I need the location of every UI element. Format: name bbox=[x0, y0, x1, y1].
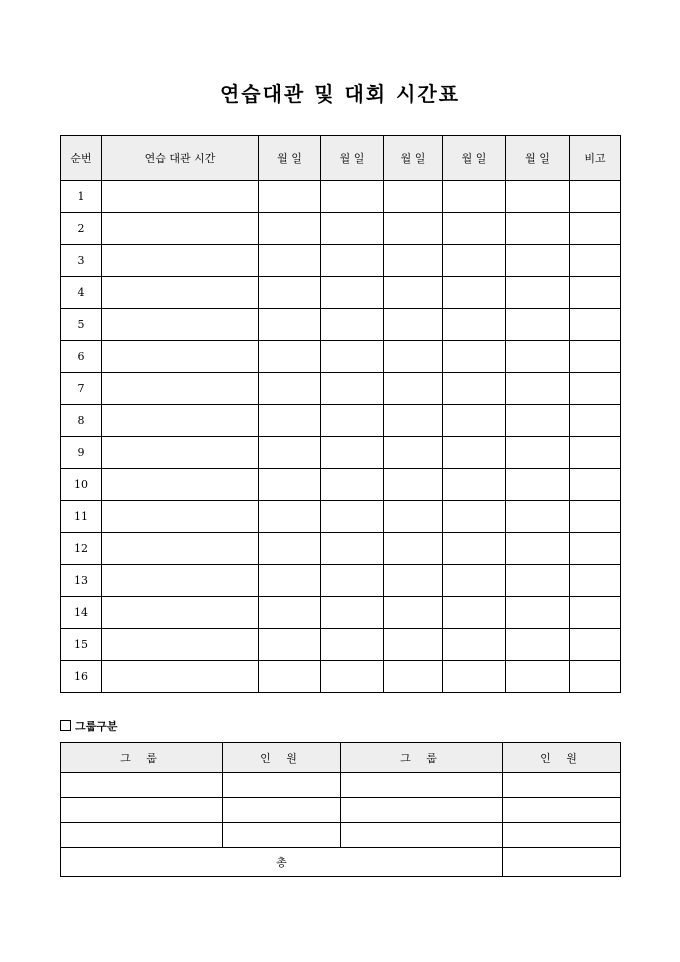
row-number: 16 bbox=[61, 661, 102, 693]
header-date-3: 월 일 bbox=[384, 136, 443, 181]
date-cell[interactable] bbox=[384, 437, 443, 469]
count-cell[interactable] bbox=[503, 798, 621, 823]
remarks-cell[interactable] bbox=[570, 373, 621, 405]
date-cell[interactable] bbox=[506, 661, 570, 693]
remarks-cell[interactable] bbox=[570, 437, 621, 469]
remarks-cell[interactable] bbox=[570, 213, 621, 245]
date-cell[interactable] bbox=[506, 277, 570, 309]
date-cell[interactable] bbox=[259, 373, 321, 405]
date-cell[interactable] bbox=[384, 629, 443, 661]
date-cell[interactable] bbox=[321, 661, 384, 693]
remarks-cell[interactable] bbox=[570, 565, 621, 597]
date-cell[interactable] bbox=[259, 469, 321, 501]
remarks-cell[interactable] bbox=[570, 277, 621, 309]
remarks-cell[interactable] bbox=[570, 309, 621, 341]
date-cell[interactable] bbox=[321, 245, 384, 277]
date-cell[interactable] bbox=[321, 213, 384, 245]
header-practice-time: 연습 대관 시간 bbox=[102, 136, 259, 181]
row-number: 11 bbox=[61, 501, 102, 533]
date-cell[interactable] bbox=[384, 405, 443, 437]
date-cell[interactable] bbox=[321, 629, 384, 661]
remarks-cell[interactable] bbox=[570, 501, 621, 533]
header-count-2: 인 원 bbox=[503, 743, 621, 773]
group-cell[interactable] bbox=[61, 823, 223, 848]
date-cell[interactable] bbox=[443, 501, 506, 533]
date-cell[interactable] bbox=[321, 501, 384, 533]
table-row bbox=[61, 341, 621, 373]
square-bullet-icon bbox=[60, 720, 71, 731]
row-number: 7 bbox=[61, 373, 102, 405]
row-number: 6 bbox=[61, 341, 102, 373]
group-cell[interactable] bbox=[61, 798, 223, 823]
row-number: 3 bbox=[61, 245, 102, 277]
date-cell[interactable] bbox=[443, 277, 506, 309]
group-row bbox=[61, 823, 621, 848]
practice-time-cell[interactable] bbox=[102, 565, 259, 597]
practice-time-cell[interactable] bbox=[102, 405, 259, 437]
page-title: 연습대관 및 대회 시간표 bbox=[219, 82, 461, 106]
header-group-2: 그 룹 bbox=[341, 743, 503, 773]
count-cell[interactable] bbox=[503, 823, 621, 848]
row-number: 13 bbox=[61, 565, 102, 597]
remarks-cell[interactable] bbox=[570, 405, 621, 437]
table-row bbox=[61, 661, 621, 693]
date-cell[interactable] bbox=[384, 565, 443, 597]
table-row bbox=[61, 437, 621, 469]
table-row bbox=[61, 501, 621, 533]
date-cell[interactable] bbox=[506, 437, 570, 469]
row-number: 9 bbox=[61, 437, 102, 469]
header-date-1: 월 일 bbox=[259, 136, 321, 181]
date-cell[interactable] bbox=[443, 181, 506, 213]
date-cell[interactable] bbox=[443, 597, 506, 629]
date-cell[interactable] bbox=[506, 405, 570, 437]
practice-time-cell[interactable] bbox=[102, 181, 259, 213]
date-cell[interactable] bbox=[259, 629, 321, 661]
date-cell[interactable] bbox=[506, 373, 570, 405]
table-row bbox=[61, 373, 621, 405]
table-row bbox=[61, 245, 621, 277]
remarks-cell[interactable] bbox=[570, 629, 621, 661]
row-number: 14 bbox=[61, 597, 102, 629]
date-cell[interactable] bbox=[443, 213, 506, 245]
group-row bbox=[61, 773, 621, 798]
count-cell[interactable] bbox=[223, 773, 341, 798]
date-cell[interactable] bbox=[259, 277, 321, 309]
count-cell[interactable] bbox=[223, 798, 341, 823]
total-row bbox=[61, 848, 621, 877]
date-cell[interactable] bbox=[384, 469, 443, 501]
group-section-title bbox=[60, 718, 118, 734]
date-cell[interactable] bbox=[259, 245, 321, 277]
date-cell[interactable] bbox=[506, 565, 570, 597]
date-cell[interactable] bbox=[384, 277, 443, 309]
table-row bbox=[61, 309, 621, 341]
date-cell[interactable] bbox=[443, 405, 506, 437]
date-cell[interactable] bbox=[384, 533, 443, 565]
date-cell[interactable] bbox=[259, 533, 321, 565]
remarks-cell[interactable] bbox=[570, 181, 621, 213]
date-cell[interactable] bbox=[443, 309, 506, 341]
group-table bbox=[60, 742, 621, 877]
table-row bbox=[61, 277, 621, 309]
date-cell[interactable] bbox=[443, 661, 506, 693]
group-cell[interactable] bbox=[341, 823, 503, 848]
date-cell[interactable] bbox=[506, 501, 570, 533]
remarks-cell[interactable] bbox=[570, 661, 621, 693]
date-cell[interactable] bbox=[321, 437, 384, 469]
table-row bbox=[61, 629, 621, 661]
date-cell[interactable] bbox=[259, 341, 321, 373]
date-cell[interactable] bbox=[259, 213, 321, 245]
remarks-cell[interactable] bbox=[570, 533, 621, 565]
date-cell[interactable] bbox=[259, 661, 321, 693]
total-label: 총 bbox=[61, 848, 503, 877]
date-cell[interactable] bbox=[259, 181, 321, 213]
remarks-cell[interactable] bbox=[570, 597, 621, 629]
header-date-5: 월 일 bbox=[506, 136, 570, 181]
table-row bbox=[61, 565, 621, 597]
date-cell[interactable] bbox=[384, 309, 443, 341]
group-cell[interactable] bbox=[61, 773, 223, 798]
date-cell[interactable] bbox=[506, 469, 570, 501]
practice-time-cell[interactable] bbox=[102, 501, 259, 533]
date-cell[interactable] bbox=[443, 245, 506, 277]
group-cell[interactable] bbox=[341, 773, 503, 798]
date-cell[interactable] bbox=[321, 373, 384, 405]
date-cell[interactable] bbox=[321, 405, 384, 437]
group-row bbox=[61, 798, 621, 823]
practice-time-cell[interactable] bbox=[102, 661, 259, 693]
practice-time-cell[interactable] bbox=[102, 629, 259, 661]
row-number: 8 bbox=[61, 405, 102, 437]
schedule-table bbox=[60, 135, 621, 693]
practice-time-cell[interactable] bbox=[102, 533, 259, 565]
date-cell[interactable] bbox=[506, 597, 570, 629]
date-cell[interactable] bbox=[506, 341, 570, 373]
date-cell[interactable] bbox=[321, 469, 384, 501]
practice-time-cell[interactable] bbox=[102, 437, 259, 469]
count-cell[interactable] bbox=[223, 823, 341, 848]
date-cell[interactable] bbox=[506, 245, 570, 277]
header-date-2: 월 일 bbox=[321, 136, 384, 181]
date-cell[interactable] bbox=[384, 501, 443, 533]
date-cell[interactable] bbox=[506, 309, 570, 341]
header-count-1: 인 원 bbox=[223, 743, 341, 773]
date-cell[interactable] bbox=[321, 181, 384, 213]
remarks-cell[interactable] bbox=[570, 341, 621, 373]
practice-time-cell[interactable] bbox=[102, 277, 259, 309]
header-seq: 순번 bbox=[61, 136, 102, 181]
date-cell[interactable] bbox=[443, 469, 506, 501]
practice-time-cell[interactable] bbox=[102, 245, 259, 277]
date-cell[interactable] bbox=[259, 437, 321, 469]
table-row bbox=[61, 533, 621, 565]
remarks-cell[interactable] bbox=[570, 245, 621, 277]
date-cell[interactable] bbox=[506, 213, 570, 245]
date-cell[interactable] bbox=[384, 181, 443, 213]
date-cell[interactable] bbox=[321, 597, 384, 629]
date-cell[interactable] bbox=[506, 533, 570, 565]
practice-time-cell[interactable] bbox=[102, 373, 259, 405]
date-cell[interactable] bbox=[443, 437, 506, 469]
date-cell[interactable] bbox=[259, 405, 321, 437]
header-group-1: 그 룹 bbox=[61, 743, 223, 773]
date-cell[interactable] bbox=[443, 565, 506, 597]
date-cell[interactable] bbox=[506, 629, 570, 661]
date-cell[interactable] bbox=[321, 341, 384, 373]
group-cell[interactable] bbox=[341, 798, 503, 823]
row-number: 2 bbox=[61, 213, 102, 245]
table-row bbox=[61, 469, 621, 501]
practice-time-cell[interactable] bbox=[102, 213, 259, 245]
date-cell[interactable] bbox=[384, 245, 443, 277]
date-cell[interactable] bbox=[259, 309, 321, 341]
date-cell[interactable] bbox=[321, 277, 384, 309]
row-number: 5 bbox=[61, 309, 102, 341]
date-cell[interactable] bbox=[384, 597, 443, 629]
total-count-cell[interactable] bbox=[503, 848, 621, 877]
row-number: 15 bbox=[61, 629, 102, 661]
date-cell[interactable] bbox=[384, 661, 443, 693]
row-number: 12 bbox=[61, 533, 102, 565]
practice-time-cell[interactable] bbox=[102, 469, 259, 501]
practice-time-cell[interactable] bbox=[102, 341, 259, 373]
row-number: 4 bbox=[61, 277, 102, 309]
date-cell[interactable] bbox=[259, 565, 321, 597]
date-cell[interactable] bbox=[443, 629, 506, 661]
date-cell[interactable] bbox=[384, 341, 443, 373]
table-row bbox=[61, 213, 621, 245]
group-section-label: 그룹구분 bbox=[75, 720, 118, 733]
header-date-4: 월 일 bbox=[443, 136, 506, 181]
count-cell[interactable] bbox=[503, 773, 621, 798]
remarks-cell[interactable] bbox=[570, 469, 621, 501]
date-cell[interactable] bbox=[321, 309, 384, 341]
row-number: 1 bbox=[61, 181, 102, 213]
practice-time-cell[interactable] bbox=[102, 309, 259, 341]
date-cell[interactable] bbox=[443, 373, 506, 405]
date-cell[interactable] bbox=[506, 181, 570, 213]
date-cell[interactable] bbox=[384, 213, 443, 245]
date-cell[interactable] bbox=[443, 533, 506, 565]
date-cell[interactable] bbox=[321, 533, 384, 565]
table-row bbox=[61, 181, 621, 213]
date-cell[interactable] bbox=[384, 373, 443, 405]
practice-time-cell[interactable] bbox=[102, 597, 259, 629]
table-row bbox=[61, 597, 621, 629]
row-number: 10 bbox=[61, 469, 102, 501]
date-cell[interactable] bbox=[321, 565, 384, 597]
date-cell[interactable] bbox=[259, 501, 321, 533]
date-cell[interactable] bbox=[259, 597, 321, 629]
header-remarks: 비고 bbox=[570, 136, 621, 181]
date-cell[interactable] bbox=[443, 341, 506, 373]
table-row bbox=[61, 405, 621, 437]
